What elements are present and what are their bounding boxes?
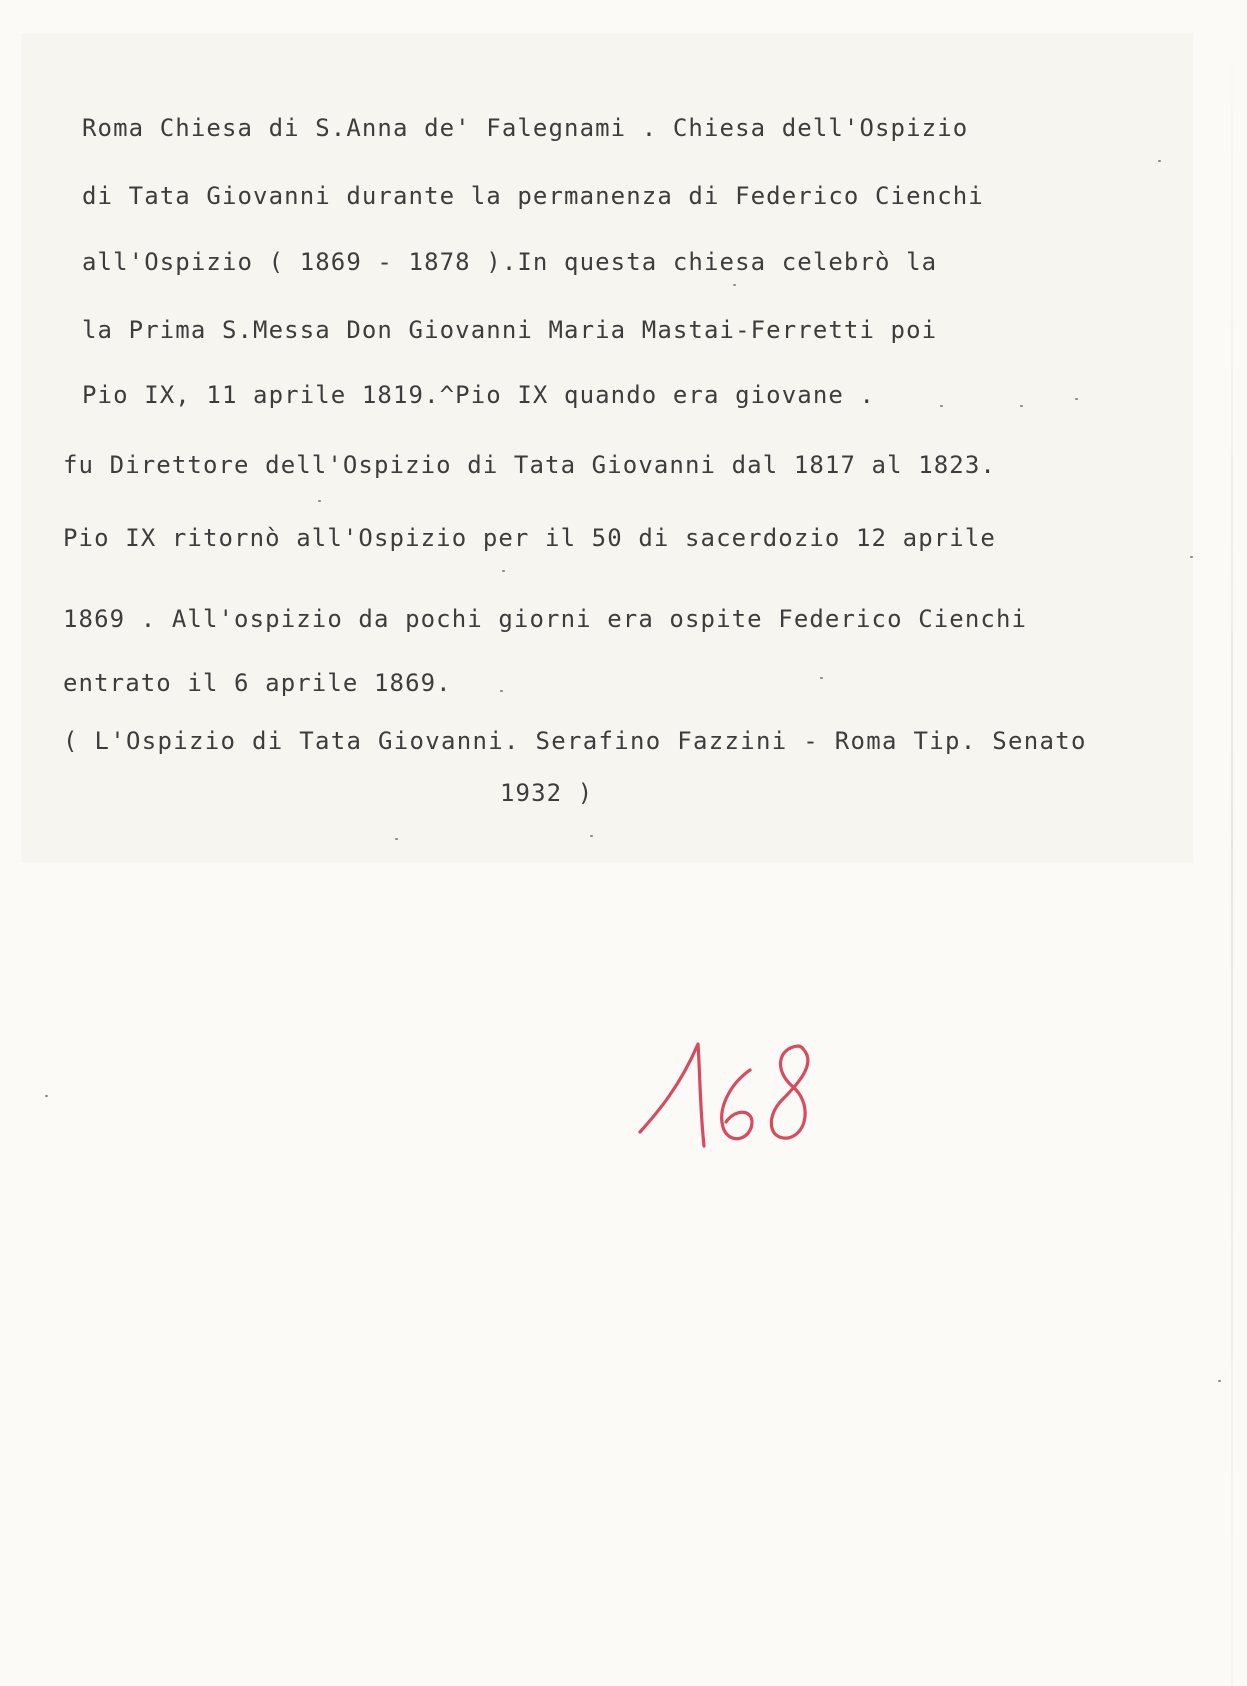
typed-line-3: all'Ospizio ( 1869 - 1878 ).In questa chiesa celebrò la bbox=[82, 248, 938, 276]
ink-speck bbox=[1075, 398, 1078, 400]
ink-speck bbox=[500, 690, 503, 692]
typed-line-10: ( L'Ospizio di Tata Giovanni. Serafino Fazzini - Roma Tip. Senato bbox=[63, 727, 1087, 755]
typed-line-4: la Prima S.Messa Don Giovanni Maria Mastai-Ferretti poi bbox=[82, 316, 938, 344]
ink-speck bbox=[318, 500, 321, 502]
ink-speck bbox=[1020, 405, 1023, 407]
handwritten-168-mark bbox=[628, 1030, 838, 1160]
ink-speck bbox=[1218, 1380, 1221, 1382]
typed-line-6: fu Direttore dell'Ospizio di Tata Giovanni dal 1817 al 1823. bbox=[63, 451, 996, 479]
ink-speck bbox=[1190, 556, 1193, 558]
typed-line-8: 1869 . All'ospizio da pochi giorni era ospite Federico Cienchi bbox=[63, 605, 1028, 633]
ink-speck bbox=[733, 284, 736, 286]
typed-line-1: Roma Chiesa di S.Anna de' Falegnami . Chiesa dell'Ospizio bbox=[82, 114, 969, 142]
ink-speck bbox=[820, 677, 823, 679]
ink-speck bbox=[502, 570, 505, 572]
page-edge-shadow bbox=[1231, 0, 1233, 1686]
typed-line-9: entrato il 6 aprile 1869. bbox=[63, 669, 452, 697]
ink-speck bbox=[395, 838, 398, 840]
ink-speck bbox=[940, 405, 943, 407]
typed-line-5: Pio IX, 11 aprile 1819.^Pio IX quando era giovane . bbox=[82, 381, 876, 409]
ink-speck bbox=[590, 835, 593, 837]
typed-line-2: di Tata Giovanni durante la permanenza di Federico Cienchi bbox=[82, 182, 984, 210]
typed-line-7: Pio IX ritornò all'Ospizio per il 50 di sacerdozio 12 aprile bbox=[63, 524, 996, 552]
ink-speck bbox=[1158, 160, 1161, 162]
handwritten-page-number bbox=[628, 1030, 838, 1160]
typed-line-11: 1932 ) bbox=[500, 779, 594, 807]
ink-speck bbox=[45, 1095, 48, 1097]
